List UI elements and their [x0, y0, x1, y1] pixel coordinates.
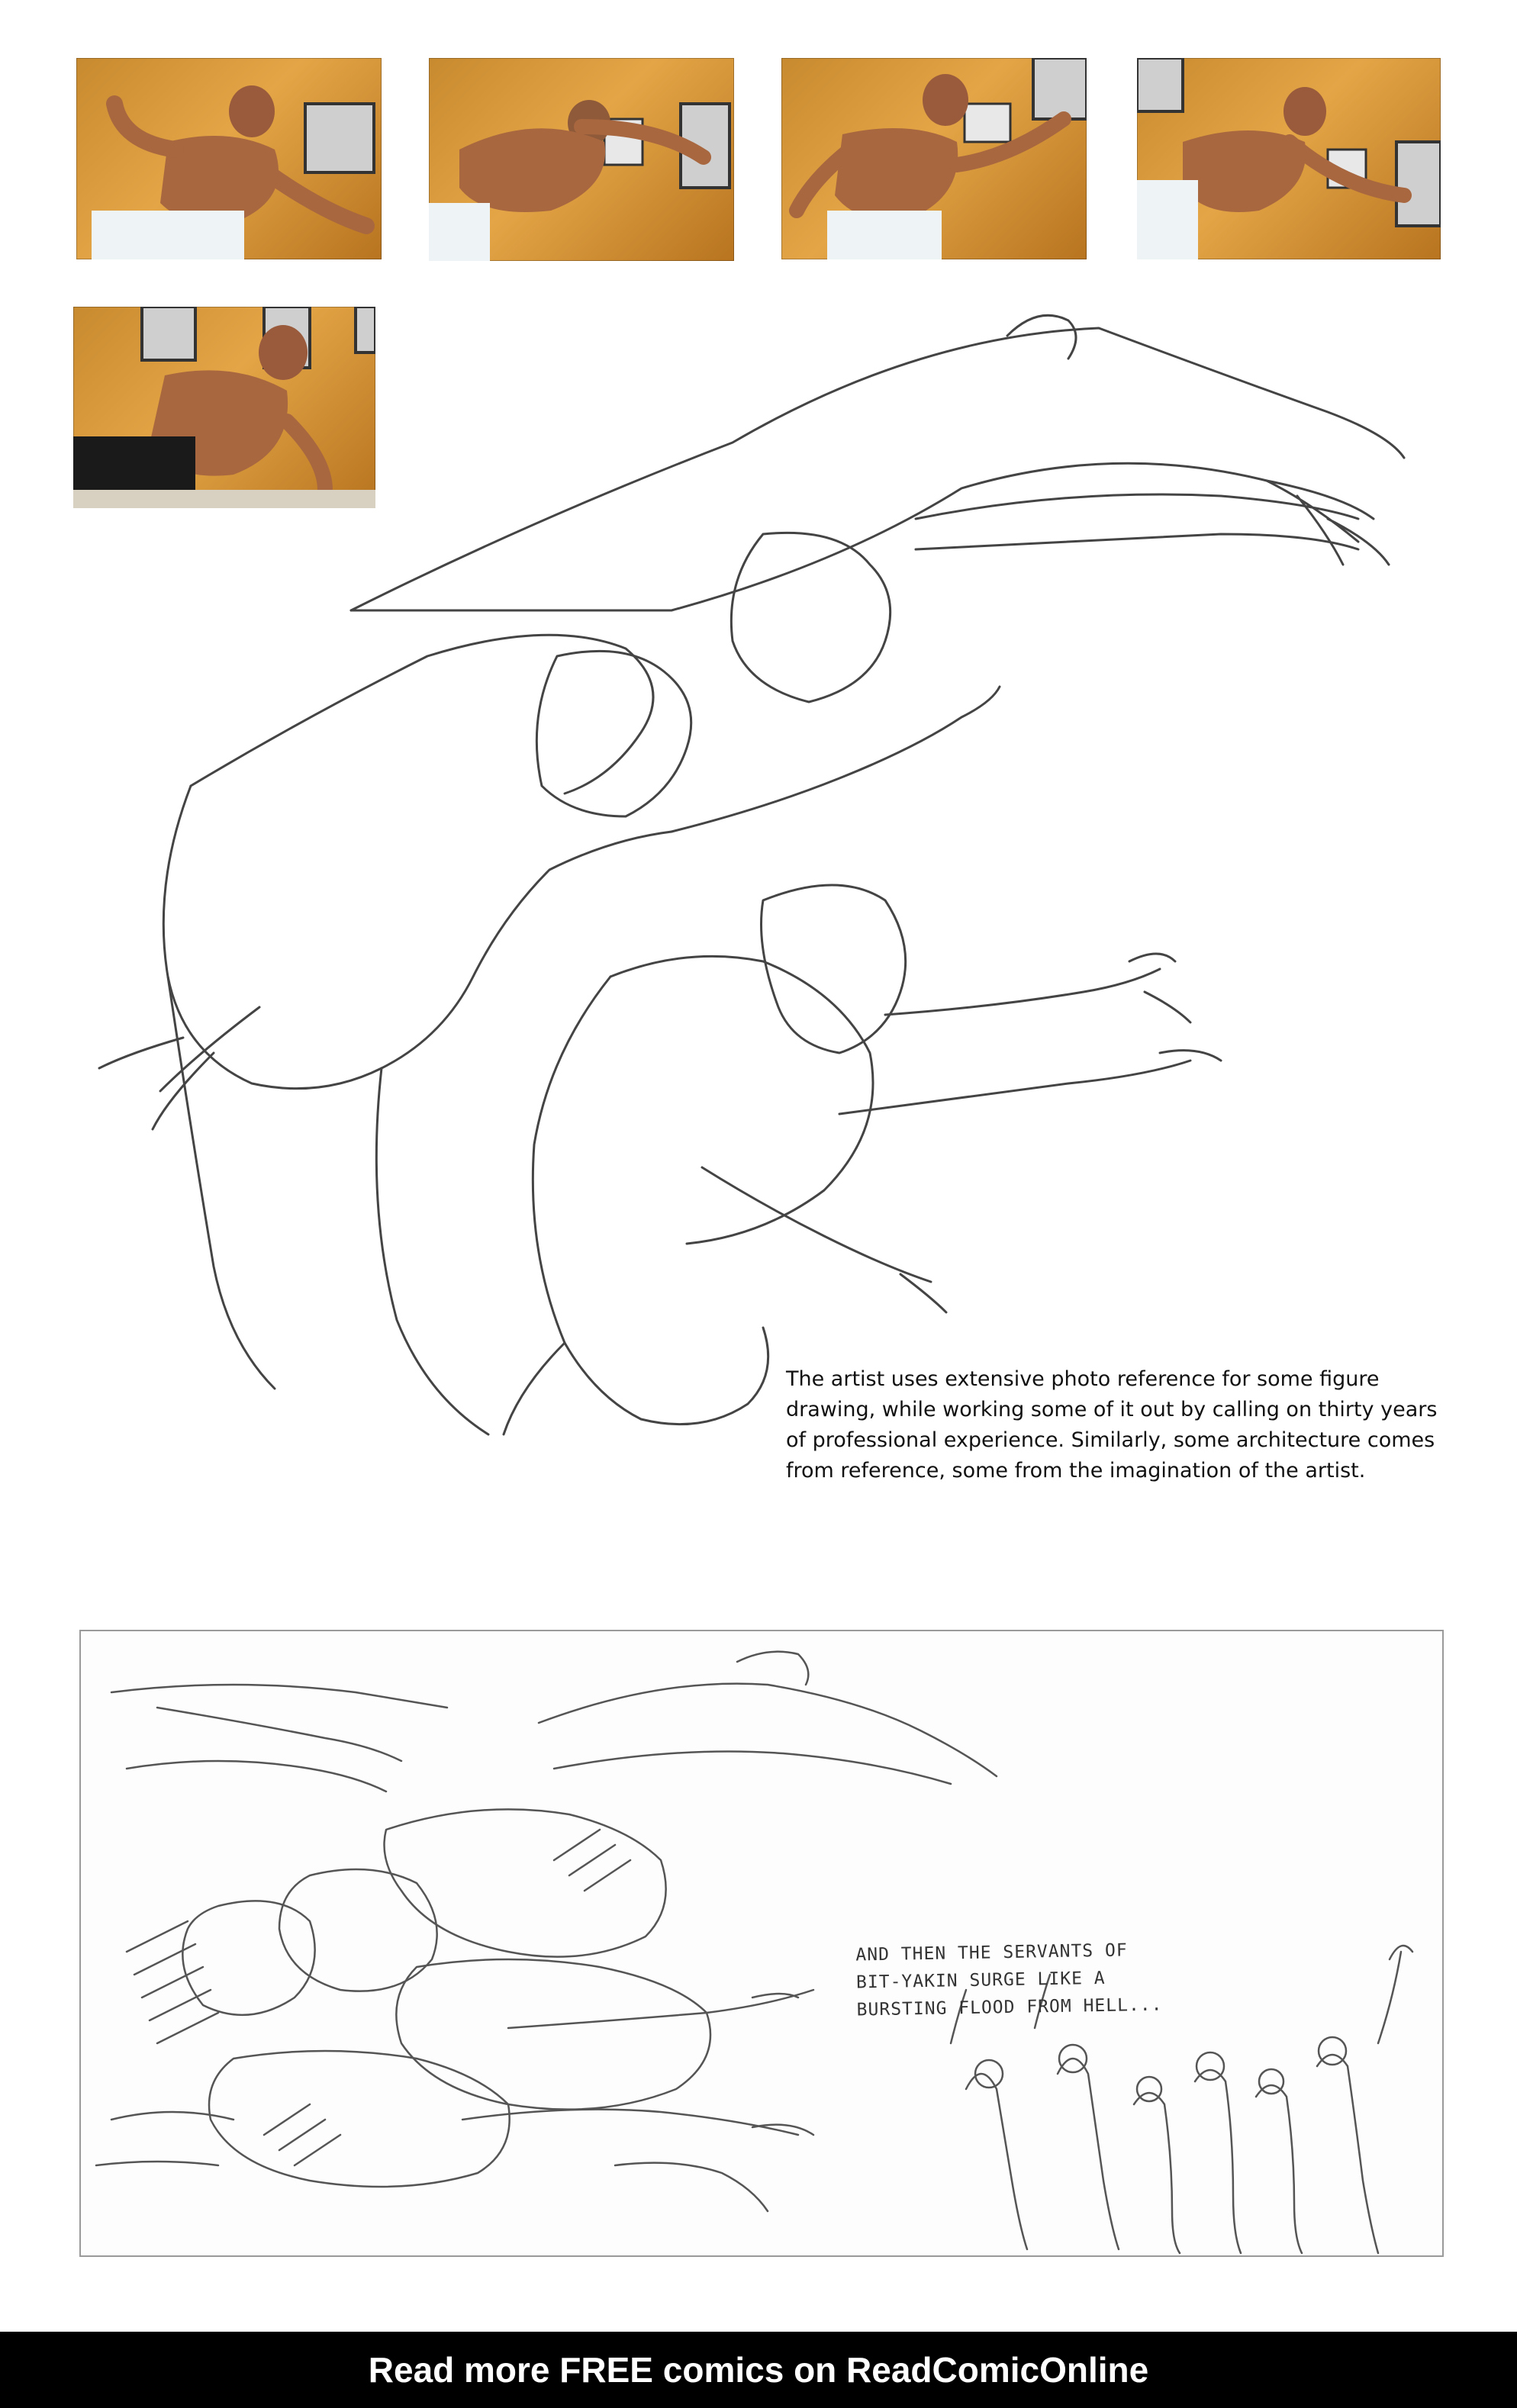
figure-silhouette-icon [781, 58, 1087, 259]
figure-silhouette-icon [76, 58, 382, 259]
reference-photo-4 [1137, 58, 1441, 259]
handwritten-line: BIT-YAKIN SURGE LIKE A [855, 1968, 1106, 1993]
panel-handwritten-caption [855, 1934, 1254, 2023]
reference-photo-1 [76, 58, 382, 259]
promo-banner-text[interactable]: Read more FREE comics on ReadComicOnline [368, 2350, 1149, 2390]
figure-silhouette-icon [429, 58, 734, 261]
handwritten-line: BURSTING FLOOD FROM HELL... [856, 1994, 1163, 2020]
promo-banner[interactable] [0, 2332, 1517, 2408]
reference-photo-2 [429, 58, 734, 261]
figure-pencil-sketch [76, 290, 1450, 1480]
caption-text: The artist uses extensive photo reference for some figure drawing, while working some of it out by calling on thirty years of professional experience. Similarly, some architecture comes from reference, some from the imagination of the artist. [786, 1367, 1438, 1482]
figure-silhouette-icon [1137, 58, 1441, 259]
handwritten-line: AND THEN THE SERVANTS OF [855, 1940, 1128, 1965]
reference-photo-3 [781, 58, 1087, 259]
